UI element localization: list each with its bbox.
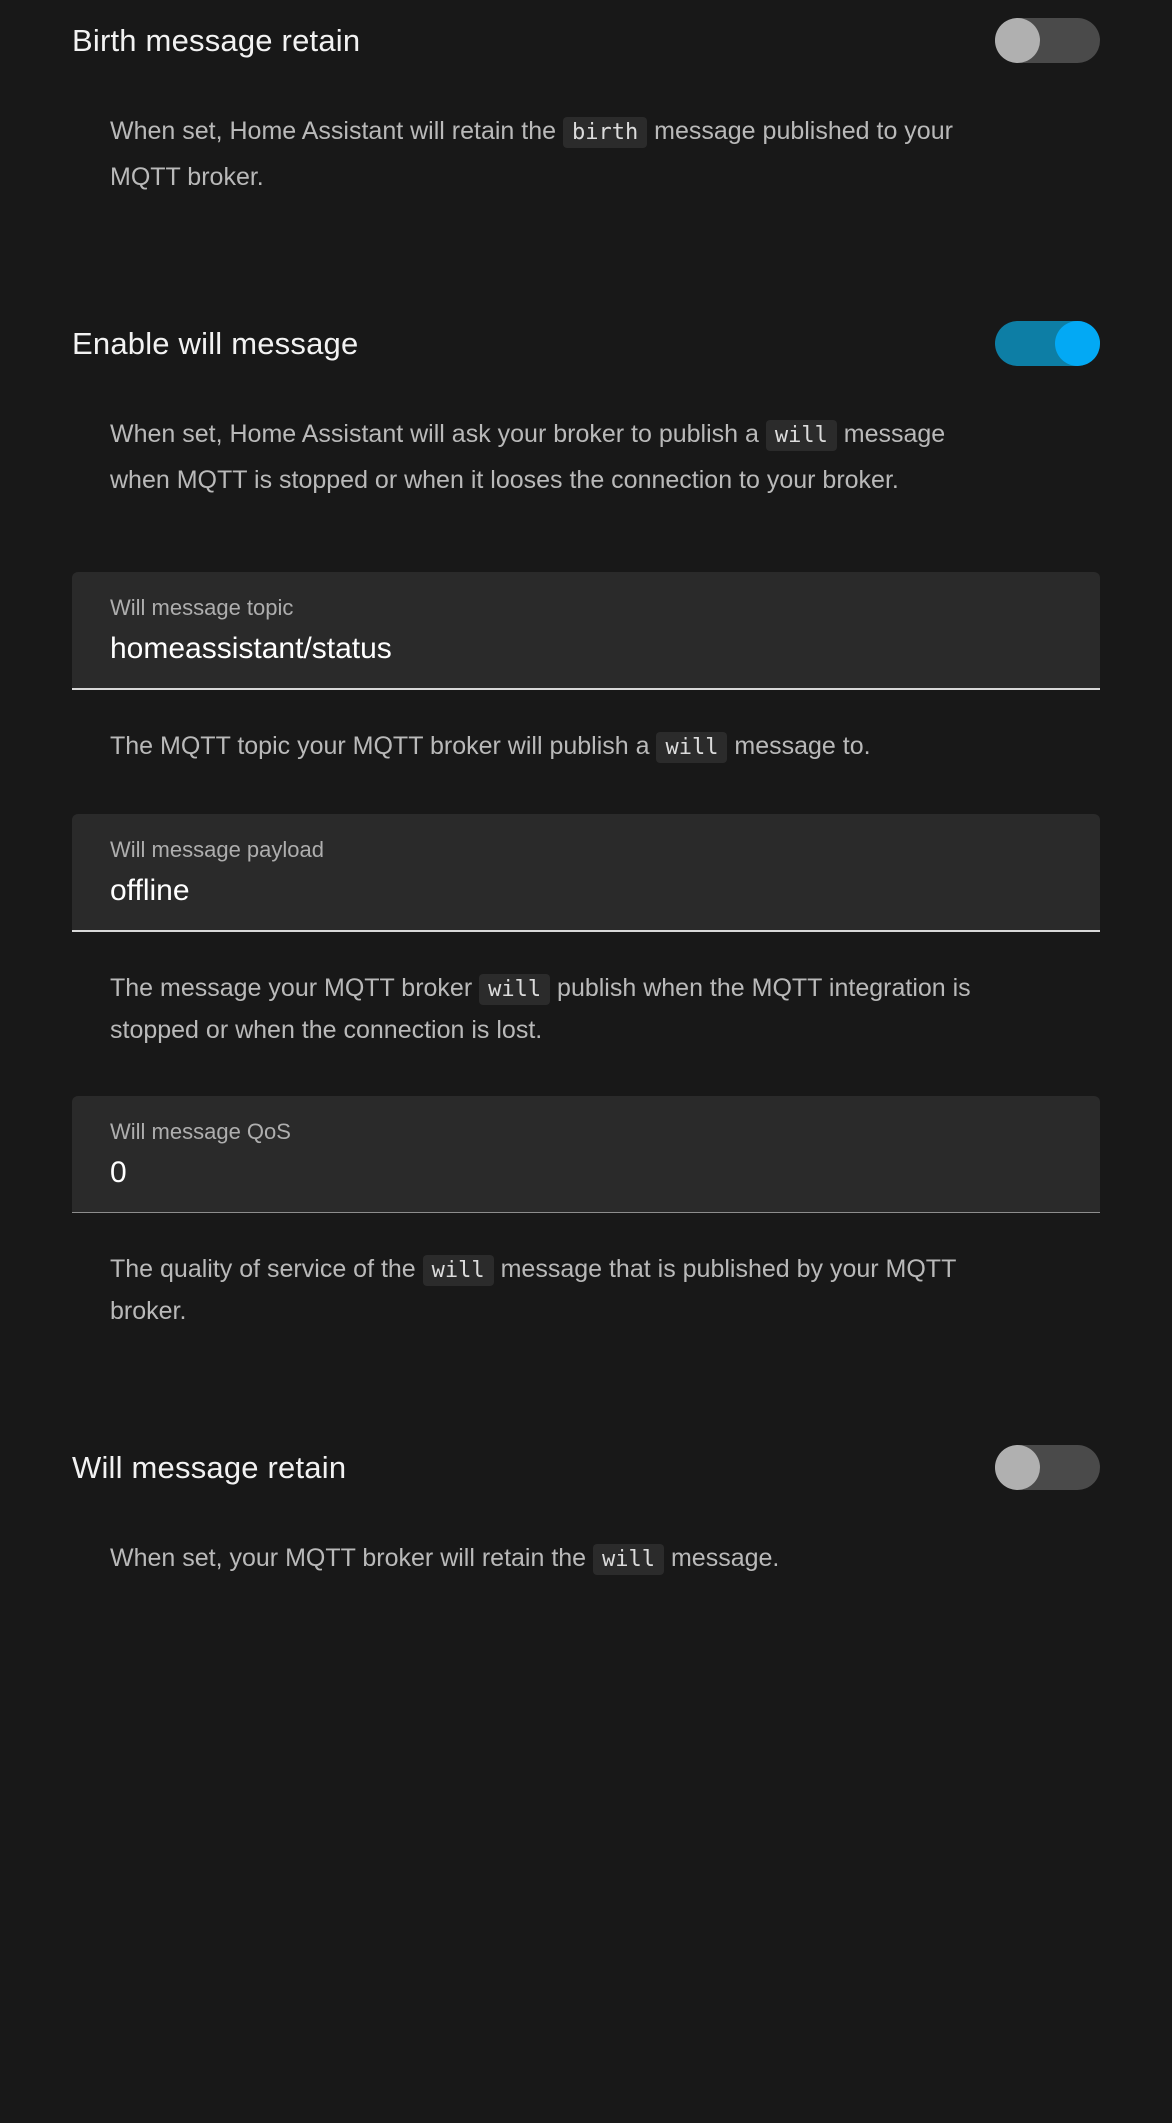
will-message-retain-row[interactable] (72, 1445, 1100, 1490)
will-message-topic-label: Will message topic (110, 595, 294, 620)
birth-message-retain-toggle[interactable] (995, 18, 1100, 63)
birth-message-retain-description: When set, Home Assistant will retain the birth message published to your MQTT broker. (110, 117, 953, 191)
inline-code-chip: will (423, 1255, 494, 1286)
enable-will-message-label: Enable will message (72, 325, 359, 361)
enable-will-message-description: When set, Home Assistant will ask your broker to publish a will message when MQTT is stopped or when it looses the connection to your broker. (110, 420, 946, 494)
will-message-topic-help: The MQTT topic your MQTT broker will publish a will message to. (72, 726, 1010, 768)
toggle-knob (995, 18, 1040, 63)
toggle-knob (995, 1445, 1040, 1490)
will-message-qos-label: Will message QoS (110, 1119, 291, 1144)
will-message-qos-input[interactable]: 0 (110, 1156, 127, 1189)
will-message-payload-help: The message your MQTT broker will publish when the MQTT integration is stopped or when the connection is lost. (110, 974, 971, 1044)
will-message-payload-label: Will message payload (110, 837, 324, 862)
will-message-payload-field[interactable] (72, 814, 1100, 932)
inline-code-chip: will (593, 1544, 664, 1575)
will-message-qos-help: The quality of service of the will message that is published by your MQTT broker. (110, 1255, 956, 1325)
enable-will-message-row[interactable] (72, 321, 1100, 366)
inline-code-chip: birth (563, 117, 647, 148)
enable-will-message-toggle[interactable] (995, 321, 1100, 366)
inline-code-chip: will (656, 732, 727, 763)
will-message-qos-field[interactable] (72, 1096, 1100, 1213)
inline-code-chip: will (479, 974, 550, 1005)
will-message-retain-description: When set, your MQTT broker will retain the will message. (72, 1536, 1010, 1582)
birth-message-retain-label: Birth message retain (72, 22, 361, 58)
toggle-knob (1055, 321, 1100, 366)
will-message-topic-field[interactable] (72, 572, 1100, 690)
will-message-payload-input[interactable]: offline (110, 874, 190, 907)
will-message-retain-toggle[interactable] (995, 1445, 1100, 1490)
will-message-topic-input[interactable]: homeassistant/status (110, 632, 392, 665)
will-message-retain-label: Will message retain (72, 1449, 347, 1485)
birth-message-retain-row[interactable] (72, 18, 1100, 63)
inline-code-chip: will (766, 420, 837, 451)
